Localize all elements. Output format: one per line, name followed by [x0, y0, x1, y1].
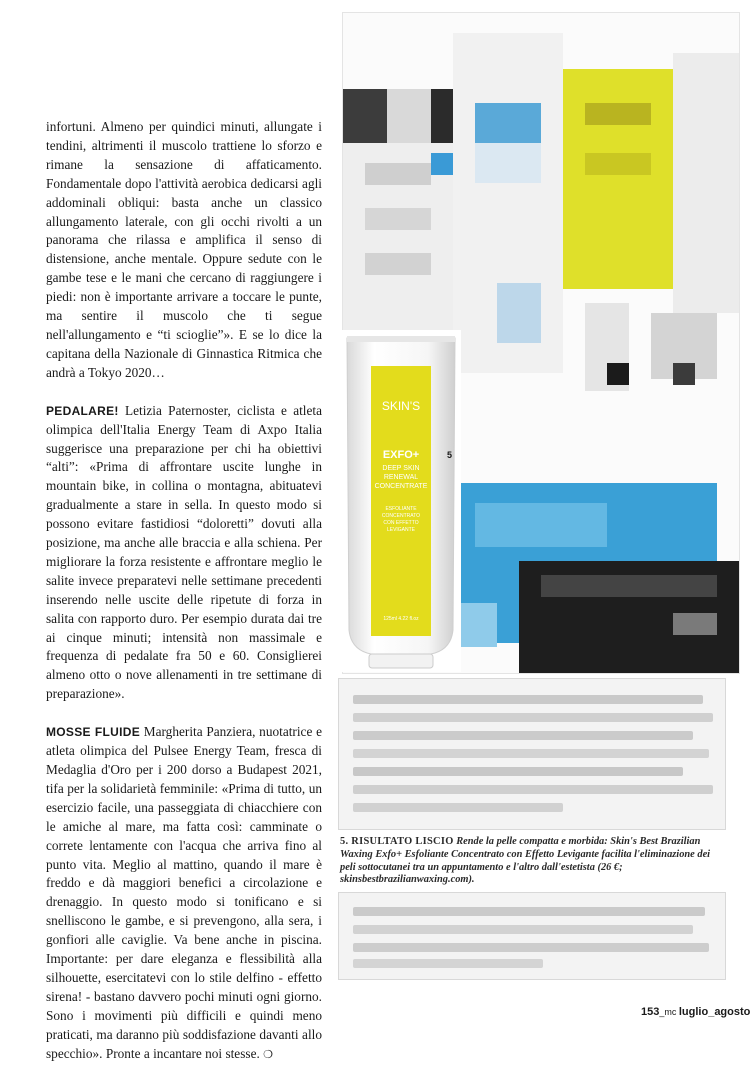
- tube-product-name: EXFO+: [382, 449, 420, 461]
- page-number: 153: [641, 1006, 660, 1018]
- blur-line: [353, 713, 713, 722]
- blur-block: [365, 253, 431, 275]
- blur-block: [475, 103, 541, 143]
- tube-volume: 125ml 4.22 fl.oz: [383, 616, 419, 622]
- tube-desc-4: LEVIGANTE: [386, 527, 416, 533]
- blur-block: [541, 575, 717, 597]
- blur-block: [365, 163, 431, 185]
- article-column: [46, 118, 322, 1084]
- blur-block: [585, 103, 651, 125]
- blur-block: [673, 613, 717, 635]
- tube-illustration: [341, 330, 461, 672]
- blur-block: [475, 503, 607, 547]
- tube-brand-text: SKIN'S: [381, 399, 421, 413]
- product-caption: [340, 836, 720, 887]
- tube-subtitle-3: CONCENTRATE: [374, 483, 428, 490]
- tube-subtitle-2: RENEWAL: [383, 474, 419, 481]
- section-lead-mosse-fluide: MOSSE FLUIDE: [46, 725, 141, 740]
- blur-block: [563, 69, 673, 289]
- product-tube-exfo: [341, 330, 461, 672]
- blur-block: [365, 208, 431, 230]
- magazine-code: _mc: [659, 1007, 679, 1017]
- blur-block: [343, 89, 387, 143]
- blur-block: [431, 89, 453, 143]
- tube-subtitle-1: DEEP SKIN: [382, 465, 420, 472]
- blur-block: [431, 153, 453, 175]
- paragraph-text: Letizia Paternoster, ciclista e atleta olimpica dell'Italia Energy Team di Axpo Italia suggerisce una preparazione per chi ha obiettivi “alti”: «Prima di affrontare uscite lunghe in mountain bike, in collina o montagna, abituatevi gradualmente a stare in sella. In questo modo si possono evitare fastidiosi “doloretti” dovuti alla posizione, ma anche alle braccia e alla schiena. Per migliorare la forza resistente e affrontare meglio le salite invece preparatevi nelle settimane precedenti inserendo nelle uscite delle ripetute di forza in salita con rapporto duro. Per esempio durata dai tre ai cinque minuti; intensità non massimale e frequenza di pedalate fra 50 e 60. Consiglierei almeno otto o nove allenamenti in tre settimane di preparazione».: [46, 402, 322, 702]
- page-folio: [641, 1006, 750, 1018]
- tube-desc-1: ESFOLIANTE: [385, 506, 417, 512]
- blurred-caption-top: [338, 678, 726, 830]
- blur-line: [353, 767, 683, 776]
- blur-block: [673, 363, 695, 385]
- caption-lead: 5. RISULTATO LISCIO: [340, 836, 454, 847]
- blur-line: [353, 907, 705, 916]
- blur-block: [497, 283, 541, 343]
- article-paragraph-3: [46, 723, 322, 1064]
- end-mark-icon: ❍: [263, 1048, 273, 1061]
- product-number-label: 5: [447, 450, 453, 460]
- blur-block: [475, 143, 541, 183]
- tube-desc-3: CON EFFETTO: [383, 520, 419, 526]
- blur-block: [673, 53, 739, 313]
- blur-block: [585, 153, 651, 175]
- blur-line: [353, 943, 709, 952]
- tube-desc-2: CONCENTRATO: [381, 513, 421, 519]
- paragraph-text: Margherita Panziera, nuotatrice e atleta olimpica del Pulsee Energy Team, fresca di Medaglia d'Oro per i 200 dorso a Budapest 2021, tifa per la solidarietà femminile: «Prima di tutto, un esercizio facile, una passeggiata di chiacchiere con le amiche al mare, ma fatta così: camminate o correte lentamente con l'acqua che arriva fino al punto vita. Meglio al mattino, quando il mare è freddo e dà maggiori benefici a circolazione e drenaggio. In questo modo si tonificano e si snelliscono le gambe, e si prevengono, alla sera, i gonfiori alle caviglie. Va bene anche in piscina. Importante: per dare eleganza e flessibilità alla silhouette, esercitatevi con lo stile delfino - effetto sirena! - bastano davvero pochi minuti ogni giorno. Sono i movimenti più difficili e quindi meno praticati, ma daranno più soddisfazione davanti allo specchio». Pronte a incantare noi stesse.: [46, 724, 322, 1061]
- issue-label: luglio_agosto: [678, 1006, 750, 1018]
- blur-line: [353, 959, 543, 968]
- blur-line: [353, 695, 703, 704]
- section-lead-pedalare: PEDALARE!: [46, 403, 119, 418]
- blur-line: [353, 785, 713, 794]
- blur-line: [353, 925, 693, 934]
- blur-block: [387, 89, 431, 143]
- paragraph-text: infortuni. Almeno per quindici minuti, allungate i tendini, altrimenti il muscolo trattiene lo sforzo e rimane la sensazione di affaticamento. Fondamentale dopo l'attività aerobica dedicarsi agli addominali obliqui: basta anche un classico allungamento laterale, con gli occhi rivolti a un panorama che rilassa e amplifica il senso di distensione, anche mentale. Oppure sedute con le gambe tese e le mani che cercano di raggiungere i piedi: non è importante arrivare a toccare le punte, ma sentire il muscolo che ti segue nell'allungamento e “ti scioglie”». E se lo dice la capitana della Nazionale di Ginnastica Ritmica che andrà a Tokyo 2020…: [46, 119, 322, 380]
- article-paragraph-2: [46, 402, 322, 705]
- blur-line: [353, 731, 693, 740]
- blur-line: [353, 803, 563, 812]
- blurred-caption-bottom: [338, 892, 726, 980]
- blur-block: [607, 363, 629, 385]
- article-paragraph-1: [46, 118, 322, 383]
- caption-text: Rende la pelle compatta e morbida: Skin's Best Brazilian Waxing Exfo+ Esfoliante Concentrato con Effetto Levigante facilita l'eliminazione dei peli sottocutanei tra un appuntamento e l'altro dall'estetista (26 €; skinsbestbrazilianwaxing.com).: [340, 836, 711, 886]
- blur-line: [353, 749, 709, 758]
